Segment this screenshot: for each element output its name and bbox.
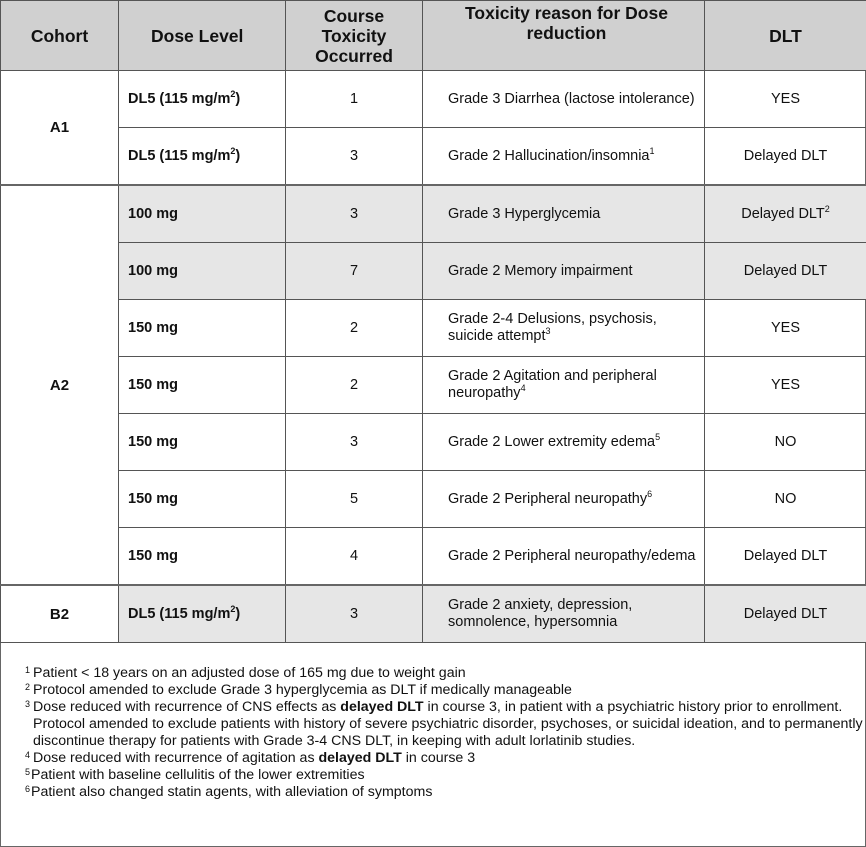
course-cell: 3 [286, 585, 423, 643]
footnote-ref: 3 [545, 326, 551, 337]
dlt-text: Delayed DLT [743, 147, 828, 164]
dose-superscript: 2 [230, 88, 236, 99]
toxicity-text: Grade 2 Peripheral neuropathy/edema [448, 547, 696, 564]
toxicity-text: Grade 3 Diarrhea (lactose intolerance) [448, 90, 695, 107]
dose-level-cell [119, 185, 286, 243]
footnote [25, 784, 865, 801]
dose-level-cell [119, 300, 286, 357]
footnote-mark: 4 [25, 750, 31, 760]
toxicity-text: Grade 2-4 Delusions, psychosis, suicide attempt [448, 311, 657, 344]
cohort-cell: B2 [1, 585, 119, 643]
footnote-mark: 1 [25, 665, 31, 675]
toxicity-reason-cell [423, 585, 705, 643]
toxicity-text: Grade 2 Lower extremity edema [448, 433, 656, 450]
dlt-text: Delayed DLT [743, 547, 828, 564]
footnote-bold-text: delayed DLT [318, 750, 402, 766]
course-cell: 3 [286, 128, 423, 186]
dose-text: 150 mg [128, 547, 178, 564]
footnote-ref: 6 [647, 488, 653, 499]
table-row [1, 528, 866, 586]
footnote [25, 682, 865, 699]
course-cell: 1 [286, 71, 423, 128]
dose-level-cell [119, 414, 286, 471]
cohort-cell: A2 [1, 185, 119, 585]
toxicity-reason-cell [423, 300, 705, 357]
dlt-cell [705, 471, 866, 528]
footnote-ref: 2 [824, 203, 830, 214]
toxicity-text: Grade 2 Memory impairment [448, 262, 633, 279]
dlt-cell [705, 243, 866, 300]
course-cell: 3 [286, 414, 423, 471]
dose-text-end: ) [235, 147, 241, 164]
dose-text: 150 mg [128, 433, 178, 450]
dose-text: 100 mg [128, 205, 178, 222]
dose-superscript: 2 [230, 603, 236, 614]
dlt-text: Delayed DLT [743, 605, 828, 622]
dlt-text: YES [770, 376, 800, 393]
dlt-cell [705, 357, 866, 414]
toxicity-text: Grade 2 Hallucination/insomnia [448, 147, 650, 164]
toxicity-reason-cell [423, 243, 705, 300]
dose-level-cell [119, 128, 286, 186]
dlt-text: Delayed DLT [741, 205, 825, 222]
footnote-mark: 5 [25, 767, 31, 777]
course-cell: 5 [286, 471, 423, 528]
dose-text-end: ) [235, 90, 241, 107]
dose-text: 100 mg [128, 262, 178, 279]
toxicity-text: Grade 2 Peripheral neuropathy [448, 490, 648, 507]
dlt-cell [705, 528, 866, 586]
dose-level-cell [119, 528, 286, 586]
dose-superscript: 2 [230, 145, 236, 156]
footnote-ref: 1 [649, 145, 655, 156]
course-cell: 7 [286, 243, 423, 300]
dose-text: DL5 (115 mg/m [128, 147, 231, 164]
table-row [1, 414, 866, 471]
toxicity-reason-cell [423, 528, 705, 586]
toxicity-reason-cell [423, 71, 705, 128]
footnote-text: in course 3 [401, 750, 476, 766]
dose-text: 150 mg [128, 319, 178, 336]
header-toxicity-reason: Toxicity reason for Dose reduction [423, 1, 705, 71]
table-row [1, 185, 866, 243]
table-row [1, 471, 866, 528]
dose-level-cell [119, 71, 286, 128]
footnote-mark: 3 [25, 699, 31, 709]
toxicity-text: Grade 2 Agitation and peripheral neuropathy [448, 368, 657, 401]
table-row [1, 357, 866, 414]
course-cell: 2 [286, 300, 423, 357]
header-row [1, 1, 866, 71]
dlt-text: Delayed DLT [743, 262, 828, 279]
header-cohort: Cohort [1, 1, 119, 71]
dlt-text: NO [774, 433, 797, 450]
footnote-mark: 6 [25, 784, 31, 794]
header-course: Course Toxicity Occurred [286, 1, 423, 71]
dlt-cell [705, 585, 866, 643]
footnote [25, 767, 865, 784]
table-row [1, 128, 866, 186]
dlt-text: NO [774, 490, 797, 507]
toxicity-reason-cell [423, 128, 705, 186]
footnotes [1, 647, 865, 801]
table-row [1, 71, 866, 128]
toxicity-text: Grade 3 Hyperglycemia [448, 205, 601, 222]
course-cell: 3 [286, 185, 423, 243]
footnote-ref: 5 [655, 431, 661, 442]
footnote-text: Patient also changed statin agents, with alleviation of symptoms [31, 784, 433, 800]
dose-level-cell [119, 471, 286, 528]
dose-text: DL5 (115 mg/m [128, 605, 231, 622]
footnote [25, 699, 865, 750]
footnote-bold-text: delayed DLT [340, 699, 424, 715]
dlt-cell [705, 128, 866, 186]
toxicity-reason-cell [423, 185, 705, 243]
dlt-text: YES [770, 90, 800, 107]
dose-level-cell [119, 243, 286, 300]
footnote-ref: 4 [520, 383, 526, 394]
header-dlt: DLT [705, 1, 866, 71]
toxicity-reason-cell [423, 471, 705, 528]
footnote-text: Protocol amended to exclude Grade 3 hyperglycemia as DLT if medically manageable [33, 682, 572, 698]
dlt-text: YES [770, 319, 800, 336]
cohort-cell: A1 [1, 71, 119, 186]
footnote-text: Dose reduced with recurrence of CNS effects as [33, 699, 341, 715]
table-body [1, 71, 866, 643]
dose-text: 150 mg [128, 490, 178, 507]
dose-text-end: ) [235, 605, 241, 622]
dose-text: DL5 (115 mg/m [128, 90, 231, 107]
footnote-text: Patient with baseline cellulitis of the lower extremities [31, 767, 365, 783]
table-row [1, 585, 866, 643]
dlt-cell [705, 300, 866, 357]
dose-level-cell [119, 585, 286, 643]
dose-level-cell [119, 357, 286, 414]
dlt-cell [705, 185, 866, 243]
course-cell: 2 [286, 357, 423, 414]
footnote-text: Dose reduced with recurrence of agitation as [33, 750, 319, 766]
toxicity-reason-cell [423, 357, 705, 414]
toxicity-text: Grade 2 anxiety, depression, somnolence, hypersomnia [448, 597, 633, 630]
course-cell: 4 [286, 528, 423, 586]
toxicity-reason-cell [423, 414, 705, 471]
footnote [25, 750, 865, 767]
header-dose-level: Dose Level [119, 1, 286, 71]
table-row [1, 300, 866, 357]
dlt-cell [705, 71, 866, 128]
footnote-mark: 2 [25, 682, 31, 692]
footnote [25, 665, 865, 682]
dlt-cell [705, 414, 866, 471]
footnote-text: Patient < 18 years on an adjusted dose of 165 mg due to weight gain [33, 665, 466, 681]
table-row [1, 243, 866, 300]
footnote-text: in course 3, in patient with a psychiatric history prior to enrollment. Protocol amended to exclude patients with history of severe psychiatric disorder, psychoses, or suicidal ideation, and to permanently discontinue therapy for patients with Grade 3-4 CNS DLT, in keeping with adult lorlatinib studies. [33, 699, 863, 749]
dose-text: 150 mg [128, 376, 178, 393]
